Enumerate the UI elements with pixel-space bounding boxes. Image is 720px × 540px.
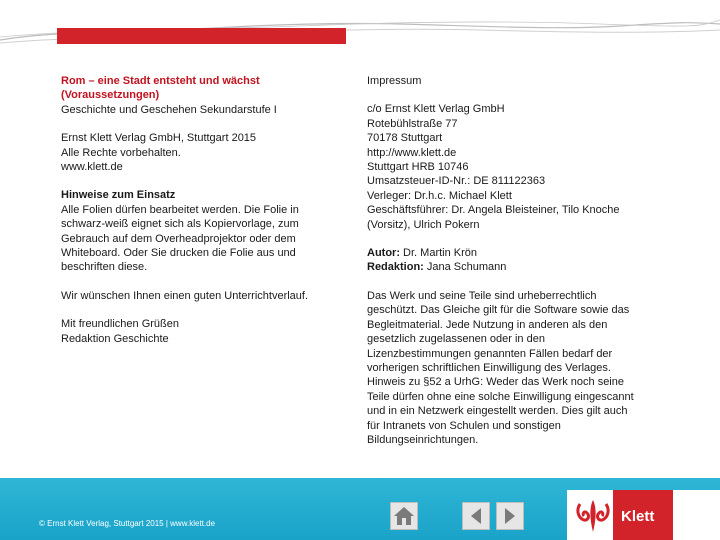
redaktion-label: Redaktion: — [367, 261, 424, 274]
hints-line: schwarz-weiß eignet sich als Kopiervorlage, zum — [61, 218, 299, 231]
page-title: Rom – eine Stadt entsteht und wächst — [61, 75, 260, 87]
redaktion-value: Jana Schumann — [423, 261, 507, 274]
address-line: http://www.klett.de — [367, 146, 457, 159]
greeting-line: Redaktion Geschichte — [61, 332, 169, 345]
address-line: (Vorsitz), Ulrich Pokern — [367, 218, 480, 231]
autor-label: Autor: — [367, 247, 400, 260]
hints-heading: Hinweise zum Einsatz — [61, 189, 176, 202]
subtitle: Geschichte und Geschehen Sekundarstufe I — [61, 103, 277, 116]
forward-button[interactable] — [496, 502, 524, 530]
address-line: Verleger: Dr.h.c. Michael Klett — [367, 189, 512, 202]
copyright-line: vorherigen schriftlichen Einwilligung des Verlages. — [367, 361, 611, 374]
copyright-line: gesetzlich zugelassenen oder in den — [367, 333, 545, 346]
impressum-heading: Impressum — [367, 75, 422, 87]
title-red-bar — [57, 28, 346, 44]
page-title-line2: (Voraussetzungen) — [61, 89, 160, 102]
hints-line: Whiteboard. Oder Sie drucken die Folie aus und — [61, 247, 296, 260]
address-line: Stuttgart HRB 10746 — [367, 161, 469, 174]
copyright-line: Hinweis zu §52 a UrhG: Weder das Werk noch seine — [367, 376, 624, 389]
copyright-line: Lizenzbestimmungen genannten Fällen bedarf der — [367, 347, 613, 360]
copyright-line: und in ein Netzwerk eingestellt werden. Dies gilt auch — [367, 405, 628, 418]
address-line: Rotebühlstraße 77 — [367, 117, 458, 130]
home-icon — [391, 503, 417, 529]
back-arrow-icon — [463, 503, 489, 529]
autor-line — [367, 246, 667, 260]
redaktion-line — [367, 260, 667, 274]
copyright-line: Bildungseinrichtungen. — [367, 433, 479, 446]
copyright-line: Begleitmaterial. Jede Nutzung in anderen als den — [367, 318, 608, 331]
right-column — [367, 74, 667, 447]
publisher-line: Alle Rechte vorbehalten. — [61, 146, 181, 159]
forward-arrow-icon — [497, 503, 523, 529]
home-button[interactable] — [390, 502, 418, 530]
klett-logo-text: Klett — [621, 508, 655, 525]
copyright-line: Teile dürfen ohne eine solche Einwilligung eingescannt — [367, 390, 634, 403]
hints-line: Alle Folien dürfen bearbeitet werden. Die Folie in — [61, 203, 299, 216]
back-button[interactable] — [462, 502, 490, 530]
left-column — [61, 74, 351, 346]
wish-text: Wir wünschen Ihnen einen guten Unterrichtverlauf. — [61, 289, 309, 302]
copyright-line: geschützt. Das Gleiche gilt für die Software sowie das — [367, 304, 630, 317]
footer-copyright: © Ernst Klett Verlag, Stuttgart 2015 | www.klett.de — [39, 519, 216, 528]
address-line: Geschäftsführer: Dr. Angela Bleisteiner, Tilo Knoche — [367, 204, 620, 217]
autor-value: Dr. Martin Krön — [400, 247, 478, 260]
greeting-line: Mit freundlichen Grüßen — [61, 318, 179, 331]
publisher-line: www.klett.de — [61, 161, 123, 174]
address-line: Umsatzsteuer-ID-Nr.: DE 811122363 — [367, 175, 546, 188]
klett-logo-mark-icon — [574, 496, 612, 536]
copyright-line: Das Werk und seine Teile sind urheberrechtlich — [367, 289, 597, 302]
publisher-line: Ernst Klett Verlag GmbH, Stuttgart 2015 — [61, 132, 257, 145]
copyright-line: für Intranets von Schulen und sonstigen — [367, 419, 561, 432]
hints-line: beschriften diese. — [61, 261, 148, 274]
address-line: 70178 Stuttgart — [367, 132, 443, 145]
hints-line: Gebrauch auf dem Overheadprojektor oder dem — [61, 232, 296, 245]
address-line: c/o Ernst Klett Verlag GmbH — [367, 103, 505, 116]
